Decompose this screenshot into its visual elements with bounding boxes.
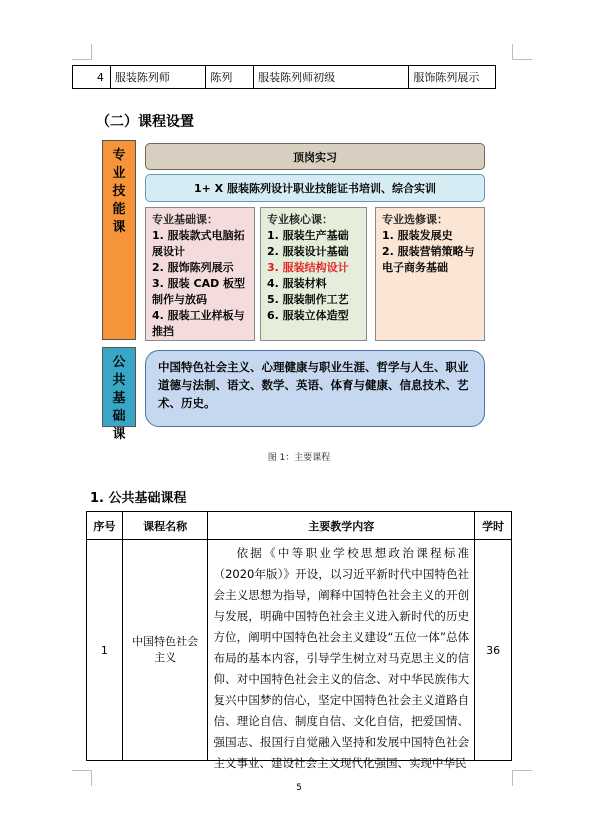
core-course-item: 2. 服装设计基础 bbox=[267, 245, 349, 258]
figure-caption: 图 1：主要课程 bbox=[267, 453, 331, 463]
table-row bbox=[87, 540, 511, 770]
crop-mark-top-right bbox=[512, 44, 532, 60]
core-courses-title: 专业核心课： bbox=[267, 213, 333, 226]
public-courses-box: 中国特色社会主义、心理健康与职业生涯、哲学与人生、职业道德与法制、语文、数学、英语、体育与健康、信息技术、艺术、历史。 bbox=[145, 350, 485, 427]
cell-hours: 36 bbox=[486, 643, 501, 657]
basic-course-item: 1. 服装款式电脑拓展设计 bbox=[152, 229, 245, 258]
core-course-item: 4. 服装材料 bbox=[267, 277, 327, 290]
basic-course-item: 2. 服饰陈列展示 bbox=[152, 261, 234, 274]
core-courses-box bbox=[260, 207, 367, 341]
elective-courses-box bbox=[375, 207, 485, 341]
curriculum-diagram bbox=[102, 140, 488, 442]
page-number: 5 bbox=[296, 783, 302, 793]
core-course-item: 6. 服装立体造型 bbox=[267, 309, 349, 322]
header-content: 主要教学内容 bbox=[208, 512, 475, 539]
job-title: 服装陈列师 bbox=[111, 66, 207, 88]
public-course-table bbox=[86, 511, 512, 770]
basic-course-item: 3. 服装 CAD 板型制作与放码 bbox=[152, 277, 246, 306]
header-number: 序号 bbox=[87, 512, 123, 539]
row-number: 4 bbox=[73, 66, 111, 88]
section-heading-curriculum: （二）课程设置 bbox=[96, 114, 194, 130]
header-course-name: 课程名称 bbox=[123, 512, 209, 539]
certificate: 服装陈列师初级 bbox=[254, 66, 409, 88]
basic-courses-box bbox=[145, 207, 255, 341]
header-hours: 学时 bbox=[482, 519, 505, 533]
elective-courses-title: 专业选修课： bbox=[382, 213, 448, 226]
professional-skill-label: 专 业 技 能 课 bbox=[102, 140, 136, 340]
core-course-item: 1. 服装生产基础 bbox=[267, 229, 349, 242]
public-basic-label: 公 共 基 础 课 bbox=[102, 347, 136, 427]
basic-course-item: 4. 服装工业样板与推挡 bbox=[152, 309, 245, 338]
course: 服饰陈列展示 bbox=[413, 71, 480, 84]
internship-bar: 顶岗实习 bbox=[145, 143, 485, 170]
basic-courses-title: 专业基础课： bbox=[152, 213, 218, 226]
cell-course-name: 中国特色社会主义 bbox=[123, 540, 209, 760]
core-course-item-highlight: 3. 服装结构设计 bbox=[267, 261, 349, 274]
skill: 陈列 bbox=[206, 66, 254, 88]
cert-training-bar: 1+ X 服装陈列设计职业技能证书培训、综合实训 bbox=[145, 174, 485, 202]
crop-mark-top-left bbox=[72, 44, 92, 60]
cell-content: 依据《中等职业学校思想政治课程标准（2020年版）》开设，以习近平新时代中国特色社会主义思想为指导，阐释中国特色社会主义的开创与发展，明确中国特色社会主义进入新时代的历史方位，阐明中国特色社会主义建设“五位一体”总体布局的基本内容，引导学生树立对马克思主义的信仰、对中国特色社会主义的信念、对中华民族伟大复兴中国梦的信心，坚定中国特色社会主义道路自信、理论自信、制度自信、文化自信，把爱国情、强国志、报国行自觉融入坚持和发展中国特色社会主义事业、建设社会主义现代化强国、实现中华民 bbox=[208, 540, 475, 760]
elective-course-item: 1. 服装发展史 bbox=[382, 229, 453, 242]
cell-number: 1 bbox=[87, 540, 123, 760]
core-course-item: 5. 服装制作工艺 bbox=[267, 293, 349, 306]
section-heading-public-courses: 1. 公共基础课程 bbox=[90, 491, 187, 506]
job-table-row bbox=[72, 65, 496, 89]
table-header bbox=[87, 512, 511, 540]
elective-course-item: 2. 服装营销策略与电子商务基础 bbox=[382, 245, 475, 274]
